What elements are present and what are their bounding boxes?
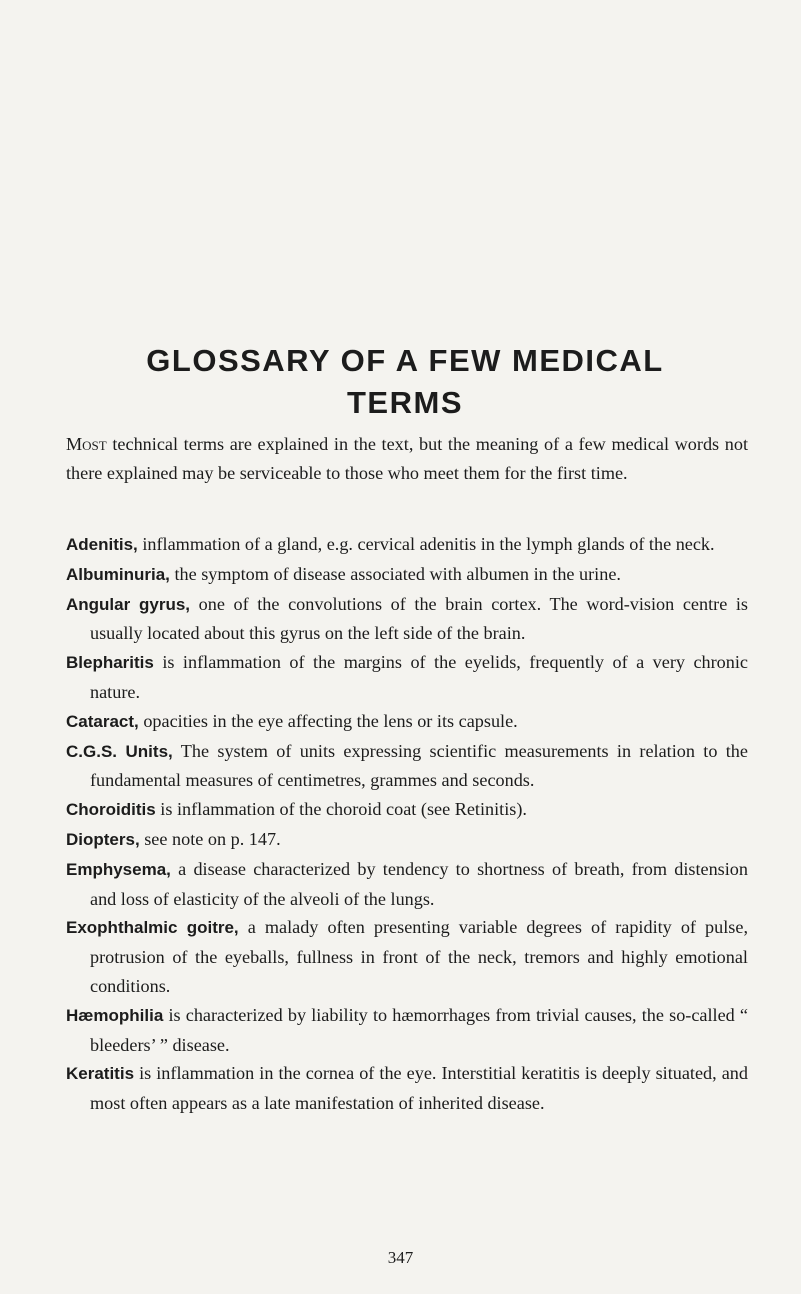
glossary-entries (66, 530, 748, 1118)
glossary-definition: a malady often presenting variable degrees of rapidity of pulse, protrusion of the eyeballs, fullness in front of the neck, tremors and highly emotional conditions. (90, 917, 748, 996)
glossary-entry (66, 560, 748, 590)
glossary-term: Cataract, (66, 711, 139, 731)
glossary-entry (66, 1001, 748, 1060)
glossary-term: Diopters, (66, 829, 140, 849)
glossary-definition: one of the convolutions of the brain cortex. The word-vision centre is usually located about this gyrus on the left side of the brain. (90, 593, 748, 644)
glossary-definition: The system of units expressing scientific measurements in relation to the fundamental measures of centimetres, grammes and seconds. (90, 740, 748, 791)
title-line-1: GLOSSARY OF A FEW MEDICAL (146, 343, 664, 378)
title-line-2: TERMS (347, 385, 463, 420)
glossary-definition: opacities in the eye affecting the lens or its capsule. (138, 710, 518, 731)
intro-first-word: Most (66, 434, 107, 454)
glossary-term: Albuminuria, (66, 564, 170, 584)
glossary-entry (66, 855, 748, 914)
glossary-definition: the symptom of disease associated with albumen in the urine. (169, 563, 621, 584)
page-title (60, 340, 750, 424)
glossary-entry (66, 590, 748, 649)
intro-text: technical terms are explained in the text, but the meaning of a few medical words not there explained may be serviceable to those who meet them for the first time. (66, 434, 748, 483)
glossary-term: Hæmophilia (66, 1005, 164, 1025)
page-number: 347 (387, 1248, 414, 1267)
glossary-term: Keratitis (66, 1064, 135, 1084)
glossary-entry (66, 1059, 748, 1118)
glossary-term: Angular gyrus, (66, 594, 191, 614)
glossary-definition: a disease characterized by tendency to shortness of breath, from distension and loss of elasticity of the alveoli of the lungs. (90, 858, 748, 909)
glossary-entry (66, 707, 748, 737)
glossary-term: C.G.S. Units, (66, 741, 173, 761)
glossary-entry (66, 737, 748, 796)
glossary-term: Adenitis, (66, 535, 138, 554)
glossary-term: Exophthalmic goitre, (66, 918, 239, 938)
glossary-entry (66, 795, 748, 825)
glossary-entry (66, 825, 748, 855)
glossary-term: Emphysema, (66, 859, 171, 879)
glossary-definition: is characterized by liability to hæmorrhages from trivial causes, the so-called “ bleeders’ ” disease. (90, 1004, 748, 1055)
glossary-term: Blepharitis (66, 653, 154, 673)
glossary-entry (66, 913, 748, 1000)
intro-paragraph (66, 430, 748, 488)
glossary-definition: is inflammation of the choroid coat (see Retinitis). (155, 799, 527, 820)
glossary-definition: is inflammation in the cornea of the eye. Interstitial keratitis is deeply situated, and most often appears as a late manifestation of inherited disease. (90, 1063, 748, 1114)
glossary-entry (66, 648, 748, 707)
glossary-entry (66, 530, 748, 560)
glossary-definition: inflammation of a gland, e.g. cervical adenitis in the lymph glands of the neck. (137, 534, 715, 554)
glossary-definition: is inflammation of the margins of the eyelids, frequently of a very chronic nature. (90, 652, 748, 702)
glossary-term: Choroiditis (66, 800, 156, 820)
glossary-definition: see note on p. 147. (139, 828, 281, 849)
